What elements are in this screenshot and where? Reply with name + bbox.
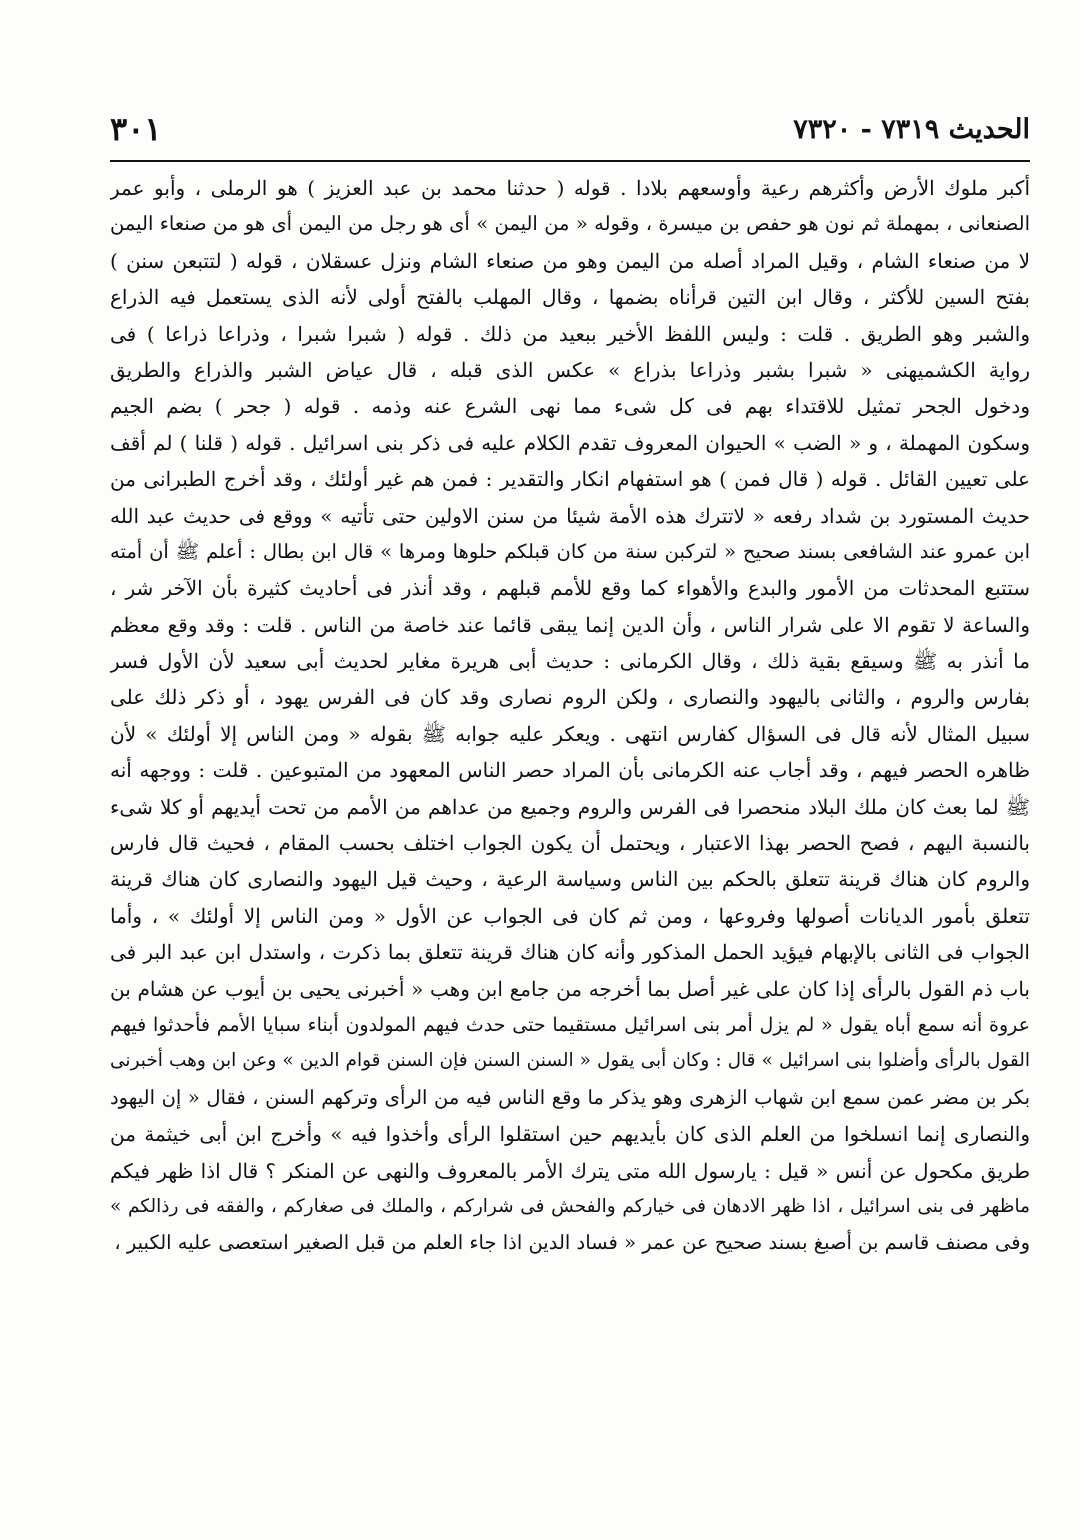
text-line: ماظهر فى بنى اسرائيل ، اذا ظهر الادهان فى خياركم والفحش فى شراركم ، والملك فى صغاركم ، والفقه فى رذالكم » (110, 1195, 1030, 1217)
text-line: طريق مكحول عن أنس « قيل : يارسول الله متى يترك الأمر بالمعروف والنهى عن المنكر ؟ قال اذا ظهر فيكم (110, 1158, 1030, 1183)
text-line: القول بالرأى وأضلوا بنى اسرائيل » قال : وكان أبى يقول « السنن السنن فإن السنن قوام الدين » وعن ابن وهب أخبرنى (110, 1050, 1030, 1072)
text-line: حديث المستورد بن شداد رفعه « لاتترك هذه الأمة شيئا من سنن الاولين حتى تأتيه » ووقع فى حديث عبد الله (110, 503, 1030, 528)
text-line: بفتح السين للأكثر ، وقال ابن التين قرأناه بضمها ، وقال المهلب بالفتح أولى لأنه الذى يستعمل فيه الذراع (110, 285, 1030, 310)
text-line: والشبر وهو الطريق . قلت : وليس اللفظ الأخير ببعيد من ذلك . قوله ( شبرا شبرا ، وذراعا ذراعا ) فى (110, 321, 1030, 346)
text-line: والنصارى إنما انسلخوا من العلم الذى كان بأيديهم حين استقلوا الرأى وأخذوا فيه » وأخرج ابن أبى خيثمة من (110, 1122, 1030, 1147)
text-line: ما أنذر به ﷺ وسيقع بقية ذلك ، وقال الكرمانى : حديث أبى هريرة مغاير لحديث أبى سعيد لأن الأول فسر (110, 649, 1030, 674)
text-line: لا من صنعاء الشام ، وقيل المراد أصله من اليمن وهو من صنعاء الشام ونزل عسقلان ، قوله ( لتتبعن سنن ) (110, 248, 1030, 273)
text-line: رواية الكشميهنى « شبرا بشبر وذراعا بذراع » عكس الذى قبله ، قال عياض الشبر والذراع والطريق (110, 357, 1030, 382)
text-line: ﷺ لما بعث كان ملك البلاد منحصرا فى الفرس والروم وجميع من عداهم من الأمم من تحت أيديهم أو كلا شىء (110, 794, 1030, 819)
header-rule (110, 160, 1030, 162)
text-line: والروم كان هناك قرينة تتعلق بالحكم بين الناس وسياسة الرعية ، وحيث قيل اليهود والنصارى كان هناك قرينة (110, 867, 1030, 892)
text-line: والساعة لا تقوم الا على شرار الناس ، وأن الدين إنما يبقى قائما عند خاصة من الناس . قلت : وقد وقع معظم (110, 612, 1030, 637)
text-line: وسكون المهملة ، و « الضب » الحيوان المعروف تقدم الكلام عليه فى ذكر بنى اسرائيل . قوله ( قلنا ) لم أقف (110, 430, 1030, 455)
text-line: الصنعانى ، بمهملة ثم نون هو حفص بن ميسرة ، وقوله « من اليمن » أى هو رجل من اليمن أى هو من صنعاء اليمن (110, 212, 1030, 236)
text-line: على تعيين القائل . قوله ( قال فمن ) هو استفهام انكار والتقدير : فمن هم غير أولئك ، وقد أخرج الطبرانى من (110, 467, 1030, 492)
text-line: ودخول الجحر تمثيل للاقتداء بهم فى كل شىء مما نهى الشرع عنه وذمه . قوله ( جحر ) بضم الجيم (110, 394, 1030, 419)
text-line: بفارس والروم ، والثانى باليهود والنصارى ، ولكن الروم نصارى وقد كان فى الفرس يهود ، أو ذكر ذلك على (110, 685, 1030, 710)
text-line: تتعلق بأمور الديانات أصولها وفروعها ، ومن ثم كان فى الجواب عن الأول « ومن الناس إلا أولئك » ، وأما (110, 903, 1030, 928)
text-line: ستتبع المحدثات من الأمور والبدع والأهواء كما وقع للأمم قبلهم ، وقد أنذر فى أحاديث كثيرة بأن الآخر شر ، (110, 576, 1030, 601)
text-line: ظاهره الحصر فيهم ، وقد أجاب عنه الكرمانى بأن المراد حصر الناس المعهود من المتبوعين . قلت : ووجهه أنه (110, 758, 1030, 783)
text-line: ابن عمرو عند الشافعى بسند صحيح « لتركبن سنة من كان قبلكم حلوها ومرها » قال ابن بطال : أعلم ﷺ أن أمته (110, 539, 1030, 563)
text-line: عروة أنه سمع أباه يقول « لم يزل أمر بنى اسرائيل مستقيما حتى حدث فيهم المولدون أبناء سبايا الأمم فأحدثوا فيهم (110, 1013, 1030, 1036)
text-line: أكبر ملوك الأرض وأكثرهم رعية وأوسعهم بلادا . قوله ( حدثنا محمد بن عبد العزيز ) هو الرملى ، وأبو عمر (110, 176, 1030, 200)
running-title: الحديث ٧٣١٩ - ٧٣٢٠ (793, 114, 1030, 145)
text-line: بكر بن مضر عمن سمع ابن شهاب الزهرى وهو يذكر ما وقع الناس فيه من الرأى وتركهم السنن ، فقال « إن اليهود (110, 1085, 1030, 1109)
text-line: باب ذم القول بالرأى إذا كان على غير أصل بما أخرجه من جامع ابن وهب « أخبرنى يحيى بن أيوب عن هشام بن (110, 976, 1030, 1001)
text-line: سبيل المثال لأنه قال فى السؤال كفارس انتهى . ويعكر عليه جوابه ﷺ بقوله « ومن الناس إلا أولئك » لأن (110, 721, 1030, 746)
text-line: بالنسبة اليهم ، فصح الحصر بهذا الاعتبار ، ويحتمل أن يكون الجواب اختلف بحسب المقام ، فحيث قال فارس (110, 831, 1030, 856)
text-line: وفى مصنف قاسم بن أصبغ بسند صحيح عن عمر « فساد الدين اذا جاء العلم من قبل الصغير استعصى عليه الكبير ، (114, 1231, 1030, 1255)
text-line: الجواب فى الثانى بالإبهام فيؤيد الحمل المذكور وأنه كان هناك قرينة تتعلق بما ذكرت ، واستدل ابن عبد البر فى (110, 940, 1030, 965)
page-number: ٣٠١ (110, 110, 162, 148)
commentary-text (110, 170, 1030, 1262)
page-header (110, 108, 1030, 156)
